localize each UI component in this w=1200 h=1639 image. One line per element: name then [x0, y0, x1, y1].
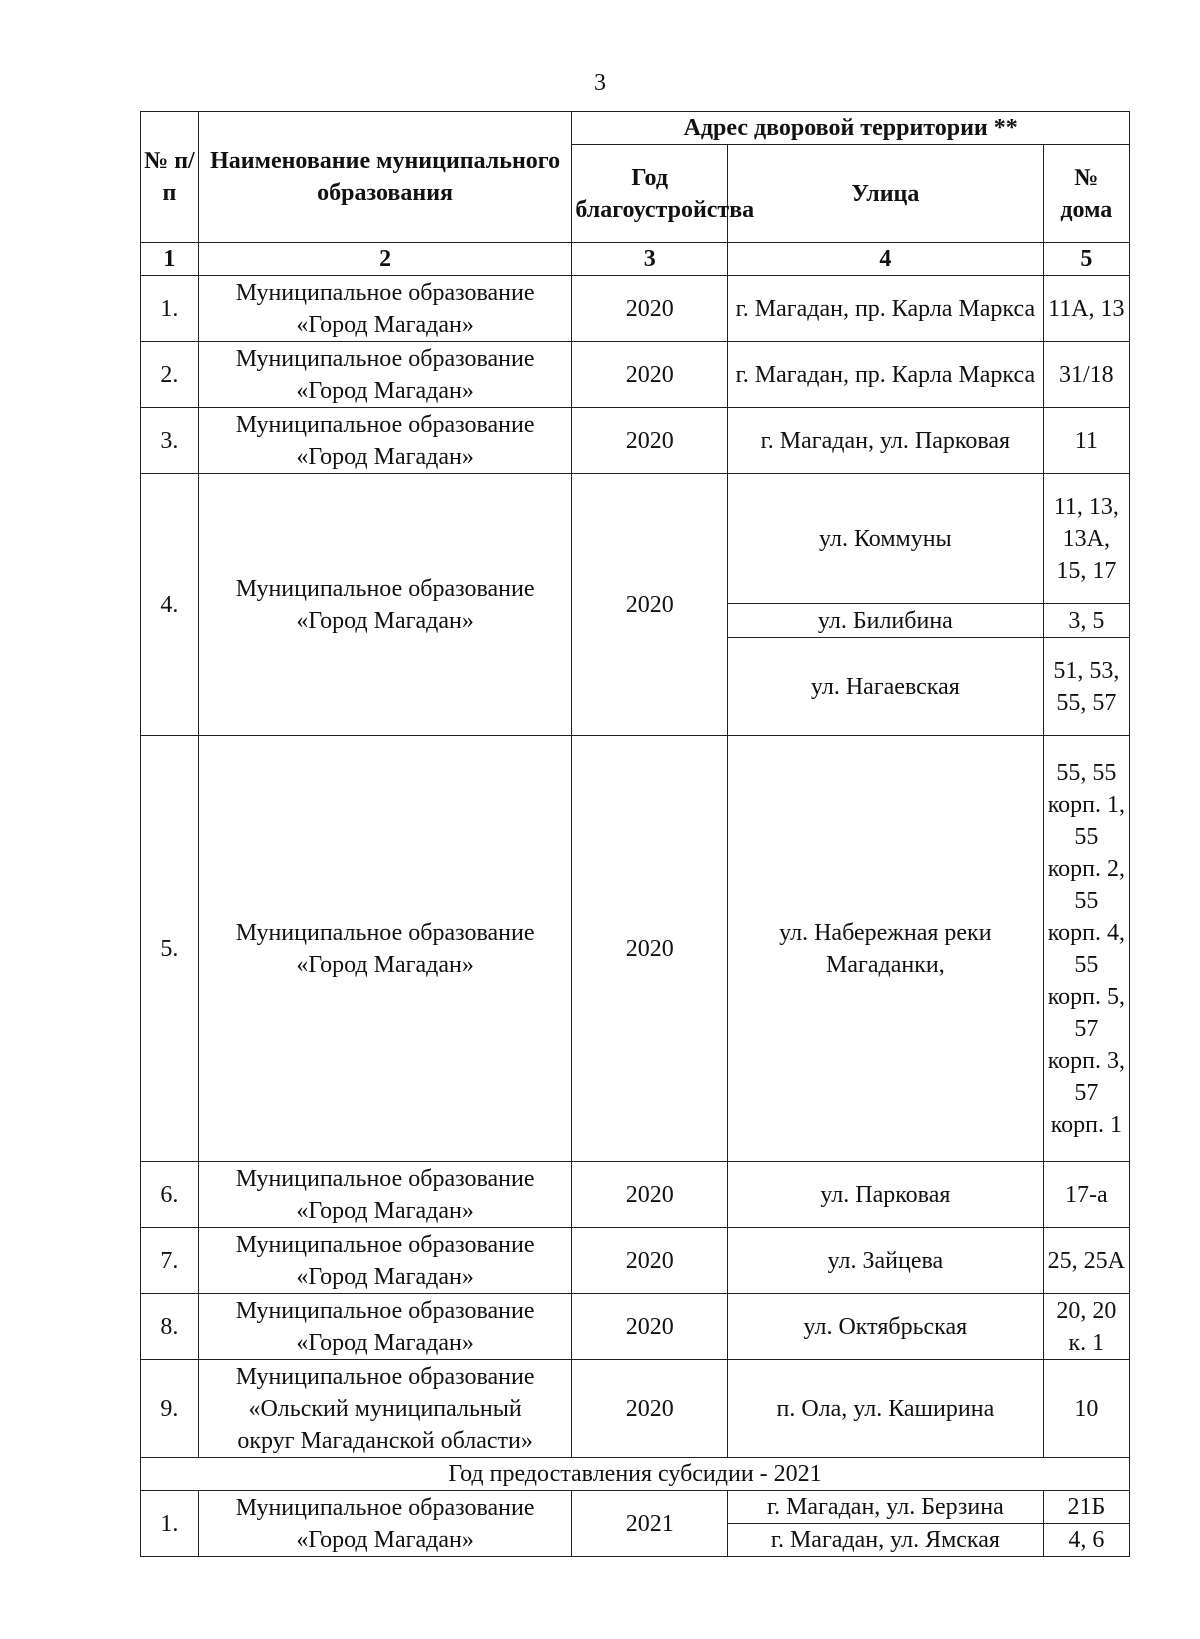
index-cell: 3	[572, 243, 728, 276]
header-year: Год благоустройства	[572, 145, 728, 243]
header-street: Улица	[728, 145, 1044, 243]
municipality-name: Муниципальное образование «Ольский муниципальный округ Магаданской области»	[198, 1360, 571, 1458]
header-name: Наименование муниципального образования	[198, 112, 571, 243]
street-cell: г. Магадан, пр. Карла Маркса	[728, 276, 1044, 342]
street-cell: ул. Коммуны	[728, 474, 1044, 604]
street-cell: г. Магадан, пр. Карла Маркса	[728, 342, 1044, 408]
year-cell: 2020	[572, 1294, 728, 1360]
municipality-name: Муниципальное образование «Город Магадан»	[198, 474, 571, 736]
page-number: 3	[594, 70, 606, 96]
row-number: 1.	[141, 1491, 199, 1557]
house-cell: 11	[1043, 408, 1129, 474]
house-cell: 17-а	[1043, 1162, 1129, 1228]
index-row	[141, 243, 1130, 276]
row-number: 3.	[141, 408, 199, 474]
municipality-name: Муниципальное образование «Город Магадан»	[198, 736, 571, 1162]
street-cell: г. Магадан, ул. Ямская	[728, 1524, 1044, 1557]
house-cell: 25, 25А	[1043, 1228, 1129, 1294]
table-row	[141, 1294, 1130, 1360]
row-number: 2.	[141, 342, 199, 408]
house-cell: 20, 20 к. 1	[1043, 1294, 1129, 1360]
row-number: 8.	[141, 1294, 199, 1360]
house-cell: 31/18	[1043, 342, 1129, 408]
row-number: 6.	[141, 1162, 199, 1228]
table-row	[141, 1360, 1130, 1458]
year-cell: 2020	[572, 408, 728, 474]
street-cell: г. Магадан, ул. Берзина	[728, 1491, 1044, 1524]
subsidy-year-row	[141, 1458, 1130, 1491]
municipality-name: Муниципальное образование «Город Магадан»	[198, 408, 571, 474]
year-cell: 2020	[572, 1162, 728, 1228]
index-cell: 4	[728, 243, 1044, 276]
street-cell: г. Магадан, ул. Парковая	[728, 408, 1044, 474]
table-row	[141, 408, 1130, 474]
street-cell: ул. Билибина	[728, 604, 1044, 638]
table-row	[141, 1491, 1130, 1524]
house-cell: 11А, 13	[1043, 276, 1129, 342]
header-no: № п/п	[141, 112, 199, 243]
row-number: 4.	[141, 474, 199, 736]
street-cell: ул. Парковая	[728, 1162, 1044, 1228]
house-cell: 11, 13, 13А, 15, 17	[1043, 474, 1129, 604]
table-row	[141, 474, 1130, 604]
table-row	[141, 736, 1130, 1162]
house-cell: 55, 55 корп. 1, 55 корп. 2, 55 корп. 4, 55 корп. 5, 57 корп. 3, 57 корп. 1	[1043, 736, 1129, 1162]
house-cell: 10	[1043, 1360, 1129, 1458]
table-row	[141, 1162, 1130, 1228]
municipality-name: Муниципальное образование «Город Магадан»	[198, 1294, 571, 1360]
index-cell: 2	[198, 243, 571, 276]
municipality-name: Муниципальное образование «Город Магадан»	[198, 1228, 571, 1294]
table-row	[141, 276, 1130, 342]
municipality-name: Муниципальное образование «Город Магадан»	[198, 276, 571, 342]
year-cell: 2020	[572, 474, 728, 736]
header-row	[141, 112, 1130, 145]
row-number: 1.	[141, 276, 199, 342]
municipality-name: Муниципальное образование «Город Магадан»	[198, 1491, 571, 1557]
year-cell: 2021	[572, 1491, 728, 1557]
house-cell: 4, 6	[1043, 1524, 1129, 1557]
municipality-name: Муниципальное образование «Город Магадан»	[198, 1162, 571, 1228]
row-number: 5.	[141, 736, 199, 1162]
row-number: 7.	[141, 1228, 199, 1294]
year-cell: 2020	[572, 342, 728, 408]
year-cell: 2020	[572, 1228, 728, 1294]
year-cell: 2020	[572, 736, 728, 1162]
street-cell: ул. Зайцева	[728, 1228, 1044, 1294]
row-number: 9.	[141, 1360, 199, 1458]
year-cell: 2020	[572, 1360, 728, 1458]
house-cell: 3, 5	[1043, 604, 1129, 638]
header-address: Адрес дворовой территории **	[572, 112, 1130, 145]
street-cell: ул. Набережная реки Магаданки,	[728, 736, 1044, 1162]
territory-table	[140, 111, 1130, 1557]
index-cell: 5	[1043, 243, 1129, 276]
house-cell: 51, 53, 55, 57	[1043, 638, 1129, 736]
street-cell: п. Ола, ул. Каширина	[728, 1360, 1044, 1458]
year-cell: 2020	[572, 276, 728, 342]
house-cell: 21Б	[1043, 1491, 1129, 1524]
street-cell: ул. Нагаевская	[728, 638, 1044, 736]
header-house: № дома	[1043, 145, 1129, 243]
table-row	[141, 1228, 1130, 1294]
index-cell: 1	[141, 243, 199, 276]
municipality-name: Муниципальное образование «Город Магадан»	[198, 342, 571, 408]
street-cell: ул. Октябрьская	[728, 1294, 1044, 1360]
subsidy-year-label: Год предоставления субсидии - 2021	[141, 1458, 1130, 1491]
table-row	[141, 342, 1130, 408]
